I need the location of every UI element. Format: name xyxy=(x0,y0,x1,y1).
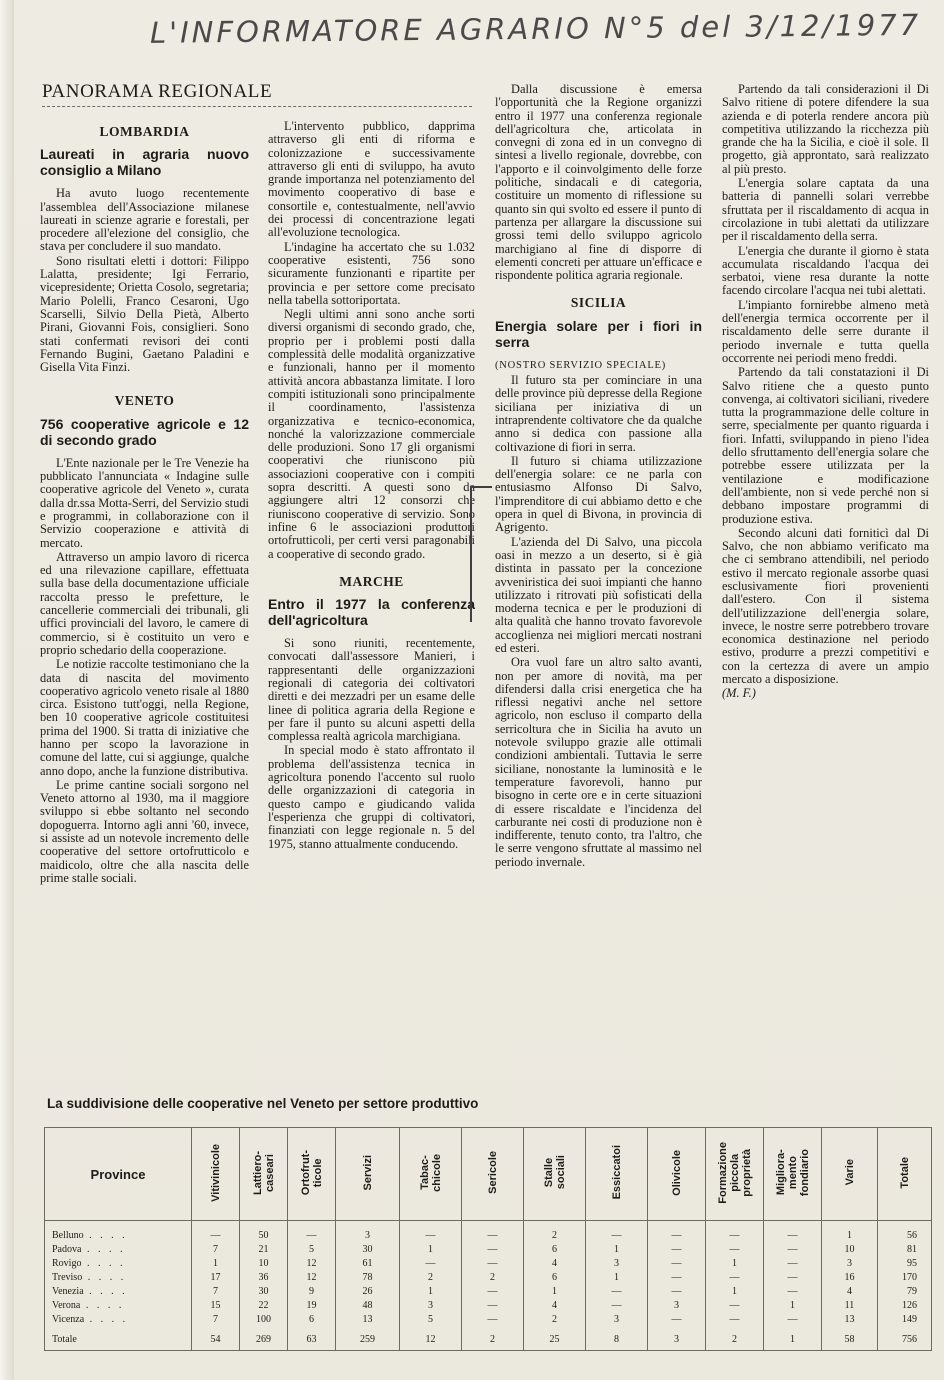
paragraph: Secondo alcuni dati forniticì dal Di Salvo, che non abbiamo verificato ma che ci sembrano attendibili, nel periodo estivo il mercato regionale assorbe quasi esclusivamente fiori provenienti dall'estero. Con il sistema dell'utilizzazione dell'energia solare, invece, le nostre serre potrebbero trovare economica destinazione nel periodo estivo, produrre a prezzi competitivi e con la certezza di avere un ampio mercato a disposizione. xyxy=(722,525,929,687)
table-cell: — xyxy=(764,1243,822,1257)
region-heading-veneto: VENETO xyxy=(114,393,175,409)
table-cell: 54 xyxy=(192,1327,240,1351)
province-cell xyxy=(45,1285,192,1299)
table-cell: 61 xyxy=(336,1257,400,1271)
table-cell: 1 xyxy=(706,1257,764,1271)
cooperatives-table xyxy=(44,1127,932,1351)
table-cell: 1 xyxy=(400,1243,462,1257)
table-cell: — xyxy=(192,1221,240,1244)
province-name: Rovigo xyxy=(52,1258,82,1269)
table-cell: 50 xyxy=(240,1221,288,1244)
table-cell: — xyxy=(288,1221,336,1244)
table-cell: 269 xyxy=(240,1327,288,1351)
table-cell: 12 xyxy=(400,1327,462,1351)
province-name: Padova xyxy=(52,1244,82,1255)
table-cell: 5 xyxy=(288,1243,336,1257)
paragraph: Il futuro sta per cominciare in una delle province più depresse della Regione siciliana per iniziativa di un intraprendente coltivatore che da qualche anno si dedica con passione alla coltivazione di fiori in serra. xyxy=(495,373,702,454)
table-cell: — xyxy=(586,1285,648,1299)
table-cell: 1 xyxy=(706,1285,764,1299)
paragraph: L'Ente nazionale per le Tre Venezie ha pubblicato l'annunciata « Indagine sulle cooperative agricole del Veneto », curata dalla dr.ssa Motta-Serri, del Servizio studi e programmi, in collaborazione con il Servizio cooperazione e attività di mercato. xyxy=(40,455,249,550)
paragraph: Partendo da tali constatazioni il Di Salvo ritiene che a questo punto convenga, ai coltivatori siciliani, rivedere tutta la programmazione delle colture in serre, specialmente per quanto riguarda i fiori. Infatti, sviluppando in pieno l'idea dello sfruttamento dell'energia solare che potrebbe essere utilizzata per la ventilazione e modificazione dell'ambiente, non si vede perché non si debbano impostare programmi di produzione estiva. xyxy=(722,365,929,526)
table-cell: 21 xyxy=(240,1243,288,1257)
table-cell: 6 xyxy=(524,1271,586,1285)
table-cell: 1 xyxy=(192,1257,240,1271)
table-cell: 12 xyxy=(288,1271,336,1285)
table-title: La suddivisione delle cooperative nel Veneto per settore produttivo xyxy=(47,1096,479,1111)
paragraph: Si sono riuniti, recentemente, convocati dall'assessore Manieri, i rappresentanti delle organizzazioni regionali di categoria dei coltivatori diretti e dei mezzadri per un esame delle linee di politica agraria della Regione e per fare il punto su alcuni aspetti della complessa realtà agricola marchigiana. xyxy=(268,636,475,744)
paragraph: Ha avuto luogo recentemente l'assemblea dell'Associazione milanese laureati in scienze agrarie e forestali, per procedere all'elezione del consiglio, che stava per concludere il suo mandato. xyxy=(40,186,249,254)
table-cell: — xyxy=(648,1271,706,1285)
table-cell: — xyxy=(648,1285,706,1299)
table-cell: 10 xyxy=(822,1243,878,1257)
paragraph: Le notizie raccolte testimoniano che la data di nascita del movimento cooperativo agricolo veneto risale al 1880 circa. Esistono tutt'oggi, nella Regione, ben 10 cooperative agricole costituitesi prima del 1900. Si tratta di iniziative che hanno per scopo la lavorazione in comune del latte, cui si aggiunge, qualche anno dopo, anche la funzione distributiva. xyxy=(40,657,249,778)
table-cell: 7 xyxy=(192,1243,240,1257)
table-cell: 100 xyxy=(240,1313,288,1327)
table-cell: — xyxy=(586,1299,648,1313)
province-name: Totale xyxy=(52,1334,77,1345)
table-cell: 1 xyxy=(586,1271,648,1285)
table-row xyxy=(45,1313,932,1327)
table-cell: 30 xyxy=(336,1243,400,1257)
table-cell: — xyxy=(764,1271,822,1285)
column-header: Formazione piccola proprietà xyxy=(706,1128,764,1221)
table-cell: 22 xyxy=(240,1299,288,1313)
column-header: Tabac- chicole xyxy=(400,1128,462,1221)
table-cell: 3 xyxy=(586,1257,648,1271)
paragraph: Partendo da tali considerazioni il Di Salvo ritiene di potere difendere la sua azienda e di poterla rendere ancora più competitiva utilizzando la ricchezza più grande che ha la Sicilia, e cioè il sole. Il progetto, già approntato, sarà realizzato al più presto. xyxy=(722,83,929,176)
table-cell: 2 xyxy=(462,1327,524,1351)
paragraph: Le prime cantine sociali sorgono nel Veneto attorno al 1930, ma il maggiore sviluppo si ebbe soltanto nel secondo dopoguerra. Intorno agli anni '60, invece, si assiste ad un notevole incremento delle cooperative del settore ortofrutticolo e maidicolo, oltre che alla nascita delle prime stalle sociali. xyxy=(40,777,249,885)
column-header: Varie xyxy=(822,1128,878,1221)
service-note: (NOSTRO SERVIZIO SPECIALE) xyxy=(495,359,667,371)
table-cell: 4 xyxy=(524,1257,586,1271)
table-cell: 1 xyxy=(764,1299,822,1313)
table-cell: 3 xyxy=(648,1327,706,1351)
province-name: Verona xyxy=(52,1300,81,1311)
table-cell: — xyxy=(648,1313,706,1327)
table-cell: 17 xyxy=(192,1271,240,1285)
table-cell: 6 xyxy=(524,1243,586,1257)
table-row xyxy=(45,1243,932,1257)
table-cell: 1 xyxy=(764,1327,822,1351)
table-cell: 7 xyxy=(192,1313,240,1327)
table-cell: — xyxy=(648,1221,706,1244)
column-2 xyxy=(268,120,475,1080)
table-cell: 81 xyxy=(878,1243,932,1257)
province-cell xyxy=(45,1271,192,1285)
table-cell: 126 xyxy=(878,1299,932,1313)
column-header: Sericole xyxy=(462,1128,524,1221)
table-cell: — xyxy=(706,1299,764,1313)
table-cell: 756 xyxy=(878,1327,932,1351)
table-cell: 30 xyxy=(240,1285,288,1299)
leader-dots: . . . . xyxy=(83,1230,128,1241)
headline-veneto: 756 cooperative agricole e 12 di secondo grado xyxy=(40,415,249,448)
table-cell: 3 xyxy=(400,1299,462,1313)
table-cell: — xyxy=(648,1257,706,1271)
paragraph: Attraverso un ampio lavoro di ricerca ed una rilevazione capillare, effettuata sulla base della documentazione ufficiale raccolta presso le prefetture, le cancellerie commerciali dei tribunali, gli uffici provinciali del lavoro, le camere di commercio, si è costituito un vero e proprio schedario della cooperazione. xyxy=(40,549,249,657)
leader-dots: . . . . xyxy=(81,1258,126,1269)
table-cell: 1 xyxy=(524,1285,586,1299)
column-header: Essiccatoi xyxy=(586,1128,648,1221)
table-cell: 56 xyxy=(878,1221,932,1244)
table-cell: 1 xyxy=(400,1285,462,1299)
table-cell: 13 xyxy=(336,1313,400,1327)
paragraph: L'energia che durante il giorno è stata accumulata riscaldando l'acqua dei serbatoi, viene resa durante la notte facendo circolare l'acqua nei tubi alettati. xyxy=(722,243,929,298)
table-cell: — xyxy=(764,1313,822,1327)
table-cell: 12 xyxy=(288,1257,336,1271)
table-cell: 36 xyxy=(240,1271,288,1285)
table-row xyxy=(45,1285,932,1299)
table-cell: 4 xyxy=(524,1299,586,1313)
table-cell: 79 xyxy=(878,1285,932,1299)
table-cell: — xyxy=(764,1221,822,1244)
table-cell: — xyxy=(462,1257,524,1271)
signature-line xyxy=(722,687,929,700)
province-cell xyxy=(45,1221,192,1244)
table-cell: — xyxy=(648,1243,706,1257)
table-cell: 7 xyxy=(192,1285,240,1299)
table-cell: — xyxy=(400,1257,462,1271)
paragraph: Il futuro si chiama utilizzazione dell'energia solare: ce ne parla con entusiasmo Alfonso Di Salvo, l'imprenditore di cui abbiamo detto e che opera in quel di Bivona, in provincia di Agrigento. xyxy=(495,453,702,535)
province-cell xyxy=(45,1257,192,1271)
column-header: Stalle sociali xyxy=(524,1128,586,1221)
column-1 xyxy=(40,116,249,1086)
province-cell xyxy=(45,1327,192,1351)
column-3 xyxy=(495,83,702,1078)
column-header: Olivicole xyxy=(648,1128,706,1221)
table-cell: 1 xyxy=(822,1221,878,1244)
table-row xyxy=(45,1221,932,1244)
table-cell: — xyxy=(706,1313,764,1327)
paragraph: L'impianto fornirebbe almeno metà dell'energia termica occorrente per il riscaldamento delle serre durante il periodo invernale e tutta quella occorrente nei periodi meno freddi. xyxy=(722,297,929,365)
region-heading-sicilia: SICILIA xyxy=(570,295,627,311)
table-cell: 2 xyxy=(524,1313,586,1327)
table-total-row xyxy=(45,1327,932,1351)
leader-dots: . . . . xyxy=(81,1244,126,1255)
paragraph: Negli ultimi anni sono anche sorti diversi organismi di secondo grado, che, proprio per i problemi posti dalla complessità delle modalità organizzative e funzionali, hanno per il momento attività ancora abbastanza limitate. I loro compiti istituzionali sono principalmente il coordinamento, l'assistenza organizzativa e tecnico-economica, nonché la valorizzazione commerciale delle produzioni. Sono 17 gli organismi cooperativi che riuniscono più associazioni cooperative con i compiti sopra descritti. A questi sono da aggiungere altri 12 consorzi che riuniscono cooperative di servizio. Sono infine 6 le associazioni produttori ortofrutticoli, per certi versi paragonabili a cooperative di secondo grado. xyxy=(268,307,475,561)
column-header: Totale xyxy=(878,1128,932,1221)
table-row xyxy=(45,1271,932,1285)
paragraph: L'energia solare captata da una batteria di pannelli solari verrebbe sfruttata per il riscaldamento di acqua in circolazione in tubi alettati da utilizzare per il riscaldamento della serra. xyxy=(722,176,929,244)
province-name: Vicenza xyxy=(52,1314,85,1325)
paragraph: In special modo è stato affrontato il problema dell'assistenza tecnica in agricoltura ponendo l'accento sul ruolo delle organizzazioni di categoria in questo campo e giudicando valida l'esperienza che gruppi di coltivatori, finanziati con legge regionale n. 5 del 1975, stanno attualmente conducendo. xyxy=(268,743,475,851)
table-cell: — xyxy=(764,1257,822,1271)
table-header-row xyxy=(45,1128,932,1221)
paragraph: L'indagine ha accertato che su 1.032 cooperative esistenti, 756 sono sicuramente funzionanti e ripartite per provincia e per settore come precisato nella tabella sottoriportata. xyxy=(268,239,475,307)
table-cell: 5 xyxy=(400,1313,462,1327)
headline-lombardia: Laureati in agraria nuovo consiglio a Milano xyxy=(40,146,249,179)
region-heading-lombardia: LOMBARDIA xyxy=(99,124,190,139)
table-cell: — xyxy=(462,1313,524,1327)
table-cell: 11 xyxy=(822,1299,878,1313)
table-cell: 25 xyxy=(524,1327,586,1351)
leader-dots: . . . . xyxy=(83,1286,128,1297)
table-cell: — xyxy=(706,1271,764,1285)
table-cell: — xyxy=(462,1221,524,1244)
province-cell xyxy=(45,1243,192,1257)
table-cell: 16 xyxy=(822,1271,878,1285)
table-cell: — xyxy=(400,1221,462,1244)
table-cell: — xyxy=(586,1221,648,1244)
table-cell: 78 xyxy=(336,1271,400,1285)
table-cell: 170 xyxy=(878,1271,932,1285)
paragraph: Dalla discussione è emersa l'opportunità che la Regione organizzi entro il 1977 una conferenza regionale dell'agricoltura che, articolata in convegni di zona ed in un convegno di sintesi a livello regionale, dovrebbe, con l'apporto e il coinvolgimento delle forze politiche, sindacali e di categoria, costituire un momento di riflessione su quanto sin qui svolto ed essere il punto di partenza per allargare la discussione sui grossi temi dello sviluppo agricolo marchigiano al fine di disporre di elementi concreti per attuare un'efficace e rispondente politica agraria regionale. xyxy=(495,83,702,283)
margin-bracket-mark xyxy=(470,486,492,622)
table-cell: 2 xyxy=(524,1221,586,1244)
table-row xyxy=(45,1299,932,1313)
paper-edge xyxy=(0,0,14,1380)
table-cell: 3 xyxy=(648,1299,706,1313)
paragraph: L'intervento pubblico, dapprima attraverso gli enti di riforma e colonizzazione e successivamente attraverso gli enti di sviluppo, ha avuto grande importanza nel potenziamento del movimento cooperativo di base e consortile e, contestualmente, nell'avvio dei processi di concentrazione legati all'evoluzione tecnologica. xyxy=(268,120,475,240)
table-row xyxy=(45,1257,932,1271)
table-cell: 63 xyxy=(288,1327,336,1351)
paragraph: Sono risultati eletti i dottori: Filippo Lalatta, presidente; Igi Ferrario, vicepresidente; Orietta Cosolo, segretaria; Mario Polelli, Franco Cesaroni, Ugo Scarselli, Silvio Della Pietà, Alberto Pirani, Giovanni Fois, consiglieri. Sono stati confermati revisori dei conti Fernando Bugini, Gaetano Paladini e Gisella Vita Finzi. xyxy=(40,253,249,375)
column-header: Vitivinicole xyxy=(192,1128,240,1221)
headline-sicilia: Energia solare per i fiori in serra xyxy=(495,317,702,350)
leader-dots: . . . . xyxy=(84,1314,129,1325)
table-cell: 10 xyxy=(240,1257,288,1271)
table-body xyxy=(45,1221,932,1351)
paragraph: L'azienda del Di Salvo, una piccola oasi in mezzo a un deserto, si è già distinta in passato per la concezione avveniristica dei suoi impianti che hanno utilizzato i ritrovati più sofisticati della moderna tecnica e per le produzioni di alta qualità che hanno trovato favorevole accoglienza nei migliori mercati nostrani ed esteri. xyxy=(495,534,702,655)
headline-marche: Entro il 1977 la conferenza dell'agricoltura xyxy=(268,596,475,629)
table-cell: 1 xyxy=(586,1243,648,1257)
column-header: Lattiero- caseari xyxy=(240,1128,288,1221)
table-cell: — xyxy=(706,1221,764,1244)
table-cell: 4 xyxy=(822,1285,878,1299)
province-cell xyxy=(45,1299,192,1313)
column-header: Ortofrut- ticole xyxy=(288,1128,336,1221)
table-cell: 3 xyxy=(822,1257,878,1271)
table-cell: — xyxy=(462,1299,524,1313)
table-cell: — xyxy=(764,1285,822,1299)
table-cell: 8 xyxy=(586,1327,648,1351)
handwritten-note: L'INFORMATORE AGRARIO N°5 del 3/12/1977 xyxy=(149,7,922,50)
table-cell: 149 xyxy=(878,1313,932,1327)
column-header: Migliora- mento fondiario xyxy=(764,1128,822,1221)
column-4 xyxy=(722,83,929,1083)
province-name: Venezia xyxy=(52,1286,84,1297)
leader-dots: . . . . xyxy=(80,1300,125,1311)
column-header: Province xyxy=(45,1128,192,1221)
province-name: Belluno xyxy=(52,1230,84,1241)
region-heading-marche: MARCHE xyxy=(339,573,404,589)
table-cell: 26 xyxy=(336,1285,400,1299)
table-cell: 95 xyxy=(878,1257,932,1271)
table-cell: 3 xyxy=(586,1313,648,1327)
leader-dots: . . . . xyxy=(82,1272,127,1283)
table-cell: 48 xyxy=(336,1299,400,1313)
column-header: Servizi xyxy=(336,1128,400,1221)
section-title: PANORAMA REGIONALE xyxy=(42,81,472,107)
table-cell: 2 xyxy=(400,1271,462,1285)
province-name: Treviso xyxy=(52,1272,83,1283)
table-cell: — xyxy=(462,1285,524,1299)
table-cell: — xyxy=(462,1243,524,1257)
table-cell: 3 xyxy=(336,1221,400,1244)
table-cell: 2 xyxy=(462,1271,524,1285)
table-cell: — xyxy=(706,1243,764,1257)
table-cell: 15 xyxy=(192,1299,240,1313)
signature: (M. F.) xyxy=(722,686,756,701)
table-cell: 2 xyxy=(706,1327,764,1351)
table-cell: 19 xyxy=(288,1299,336,1313)
table-cell: 6 xyxy=(288,1313,336,1327)
table-cell: 9 xyxy=(288,1285,336,1299)
province-cell xyxy=(45,1313,192,1327)
table-cell: 58 xyxy=(822,1327,878,1351)
table-cell: 13 xyxy=(822,1313,878,1327)
paragraph: Ora vuol fare un altro salto avanti, non per amore di novità, ma per difendersi dalla crisi energetica che ha riflessi negativi anche nel settore agricolo, non escluso il comparto della serricoltura che in Sicilia ha avuto un notevole sviluppo grazie alle ottimali condizioni ambientali. Tuttavia le serre siciliane, nonostante la luminosità e le temperature favorevoli, hanno pur bisogno in certe ore e in certe situazioni di essere riscaldate e l'incidenza del carburante nei costi di produzione non è indifferente, tenuto conto, tra l'altro, che le serre vengono sfruttate al massimo nel periodo invernale. xyxy=(495,655,702,869)
table-cell: 259 xyxy=(336,1327,400,1351)
